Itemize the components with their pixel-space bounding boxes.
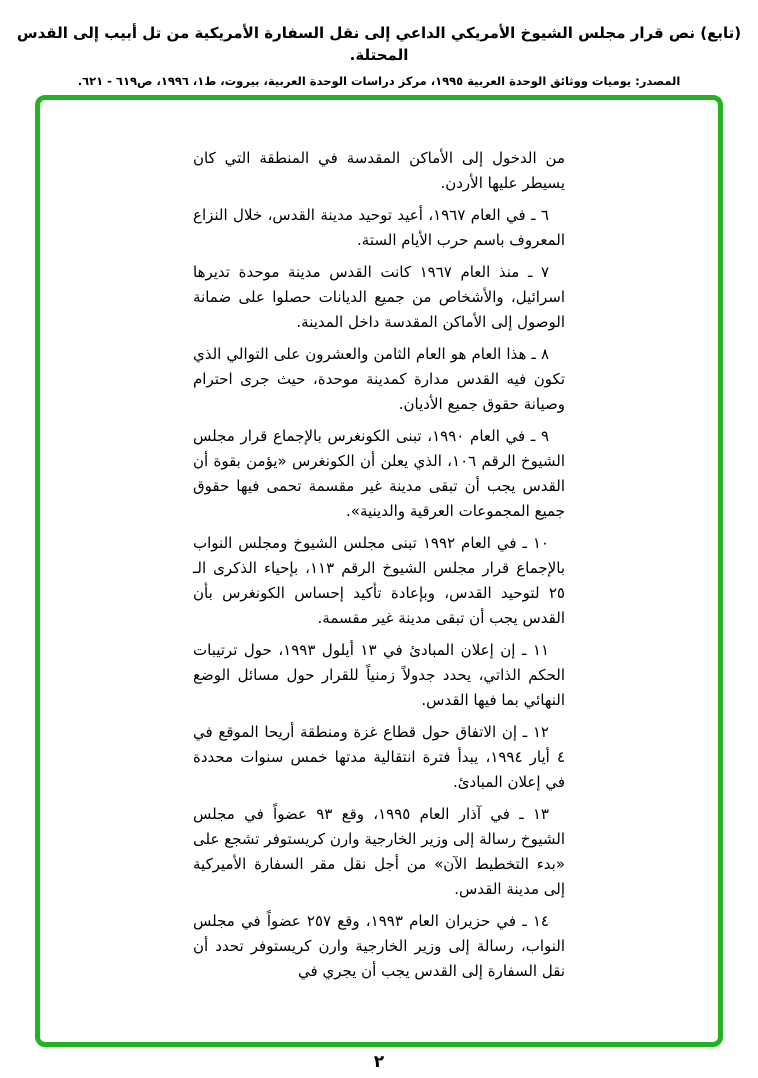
paragraph: ١٠ ـ في العام ١٩٩٢ تبنى مجلس الشيوخ ومجلس النواب بالإجماع قرار مجلس الشيوخ الرقم ١١٣، بإحياء الذكرى الـ ٢٥ لتوحيد القدس، وبإعادة تأكيد إحساس الكونغرس بأن القدس يجب أن تبقى مدينة غير مقسمة. [193,534,565,627]
paragraph: ١٤ ـ في حزيران العام ١٩٩٣، وقع ٢٥٧ عضواً في مجلس النواب، رسالة إلى وزير الخارجية وارن كريستوفر تحدد أن نقل السفارة إلى القدس يجب أن يجري في [193,912,565,980]
paragraph: ١١ ـ إن إعلان المبادئ في ١٣ أيلول ١٩٩٣، حول ترتيبات الحكم الذاتي، يحدد جدولاً زمنياً للقرار حول مسائل الوضع النهائي بما فيها القدس. [193,641,565,709]
paragraph: من الدخول إلى الأماكن المقدسة في المنطقة التي كان يسيطر عليها الأردن. [193,149,565,192]
paragraph: ٩ ـ في العام ١٩٩٠، تبنى الكونغرس بالإجماع قرار مجلس الشيوخ الرقم ١٠٦، الذي يعلن أن الكونغرس «يؤمن بقوة أن القدس يجب أن تبقى مدينة غير مقسمة تحمى فيها حقوق جميع المجموعات العرقية والدينية». [193,427,565,520]
body-text [193,146,565,991]
paragraph: ١٢ ـ إن الاتفاق حول قطاع غزة ومنطقة أريحا الموقع في ٤ أيار ١٩٩٤، يبدأ فترة انتقالية مدتها خمس سنوات محددة في إعلان المبادئ. [193,723,565,791]
paragraph: ٨ ـ هذا العام هو العام الثامن والعشرون على التوالي الذي تكون فيه القدس مدارة كمدينة موحدة، حيث جرى احترام وصيانة حقوق جميع الأديان. [193,345,565,413]
header-title: (تابع) نص قرار مجلس الشيوخ الأمريكي الداعي إلى نقل السفارة الأمريكية من تل أبيب إلى القدس المحتلة. [16,24,742,64]
document-header [0,22,758,89]
page-number: ٢ [373,1052,385,1072]
content-frame [35,95,723,1047]
paragraph: ٧ ـ منذ العام ١٩٦٧ كانت القدس مدينة موحدة تديرها اسرائيل، والأشخاص من جميع الديانات حصلوا على ضمانة الوصول إلى الأماكن المقدسة داخل المدينة. [193,263,565,331]
header-source: المصدر: يوميات ووثائق الوحدة العربية ١٩٩٥، مركز دراسات الوحدة العربية، بيروت، ط١، ١٩٩٦، ص٦١٩ - ٦٢١. [77,74,681,88]
paragraph: ١٣ ـ في آذار العام ١٩٩٥، وقع ٩٣ عضواً في مجلس الشيوخ رسالة إلى وزير الخارجية وارن كريستوفر تشجع على «بدء التخطيط الآن» من أجل نقل مقر السفارة الأميركية إلى مدينة القدس. [193,805,565,898]
paragraph: ٦ ـ في العام ١٩٦٧، أعيد توحيد مدينة القدس، خلال النزاع المعروف باسم حرب الأيام الستة. [193,206,565,249]
